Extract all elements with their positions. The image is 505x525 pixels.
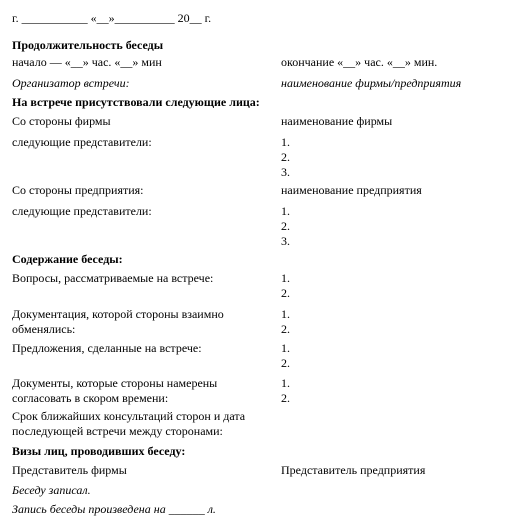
content-heading: Содержание беседы:: [12, 252, 123, 266]
list-item: 1.: [281, 341, 290, 355]
enterprise-representative: Представитель предприятия: [281, 463, 426, 477]
list-item: 1.: [281, 307, 290, 321]
next-meeting-line: Срок ближайших консультаций сторон и дата: [12, 409, 246, 423]
list-item: 2.: [281, 391, 290, 405]
firm-name: наименование фирмы: [281, 114, 393, 128]
list-item: 2.: [281, 219, 290, 233]
list-item: 3.: [281, 234, 290, 248]
recorded-by: Беседу записал.: [12, 483, 91, 497]
enterprise-name: наименование предприятия: [281, 183, 422, 197]
list-item: 1.: [281, 376, 290, 390]
firm-side-label: Со стороны фирмы: [12, 114, 111, 128]
list-item: 1.: [281, 271, 290, 285]
documents-label-line: Документы, которые стороны намерены: [12, 376, 218, 390]
list-item: 2.: [281, 356, 290, 370]
organizer-label: Организатор встречи:: [12, 76, 130, 90]
duration-start: начало — «__» час. «__» мин: [12, 55, 162, 69]
organizer-value: наименование фирмы/предприятия: [281, 76, 462, 90]
next-meeting-line: последующей встречи между сторонами:: [12, 424, 223, 438]
list-item: 2.: [281, 286, 290, 300]
firm-representative: Представитель фирмы: [12, 463, 127, 477]
date-line: г. ___________ «__»__________ 20__ г.: [12, 11, 212, 25]
enterprise-side-label: Со стороны предприятия:: [12, 183, 144, 197]
documentation-label-line: обменялись:: [12, 322, 76, 336]
visas-heading: Визы лиц, проводивших беседу:: [12, 444, 186, 458]
list-item: 2.: [281, 150, 290, 164]
proposals-label: Предложения, сделанные на встрече:: [12, 341, 202, 355]
firm-reps-label: следующие представители:: [12, 135, 152, 149]
duration-end: окончание «__» час. «__» мин.: [281, 55, 438, 69]
attendees-heading: На встрече присутствовали следующие лица:: [12, 95, 260, 109]
list-item: 2.: [281, 322, 290, 336]
list-item: 3.: [281, 165, 290, 179]
list-item: 1.: [281, 204, 290, 218]
enterprise-reps-label: следующие представители:: [12, 204, 152, 218]
list-item: 1.: [281, 135, 290, 149]
documentation-label-line: Документация, которой стороны взаимно: [12, 307, 224, 321]
documents-label-line: согласовать в скором времени:: [12, 391, 169, 405]
questions-label: Вопросы, рассматриваемые на встрече:: [12, 271, 214, 285]
pages-note: Запись беседы произведена на ______ л.: [12, 502, 216, 516]
duration-heading: Продолжительность беседы: [12, 38, 164, 52]
